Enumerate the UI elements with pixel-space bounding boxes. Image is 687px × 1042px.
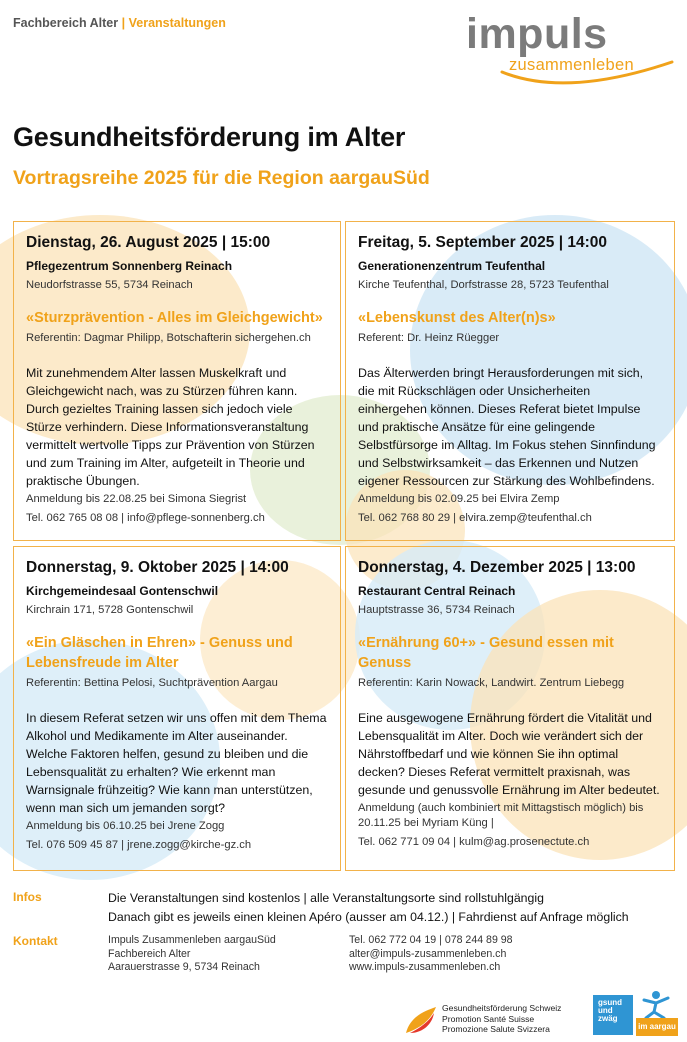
event-talk-title: «Ein Gläschen in Ehren» - Genuss und Lebensfreude im Alter (26, 635, 293, 671)
kontakt-label: Kontakt (13, 934, 58, 948)
event-contact: Tel. 076 509 45 87 | jrene.zogg@kirche-gz.ch (26, 839, 252, 851)
kontakt-street: Aarauerstrasse 9, 5734 Reinach (108, 961, 260, 973)
event-card-3 (13, 546, 341, 871)
event-venue: Kirchgemeindesaal Gontenschwil (26, 584, 219, 598)
infos-label: Infos (13, 890, 42, 904)
event-date: Donnerstag, 9. Oktober 2025 | 14:00 (26, 559, 289, 576)
infos-text (108, 889, 629, 927)
kontakt-org: Impuls Zusammenleben aargauSüd (108, 934, 276, 946)
logo-word-impuls: impuls (466, 10, 608, 58)
kontakt-phone: Tel. 062 772 04 19 | 078 244 89 98 (349, 934, 513, 946)
header-section: Veranstaltungen (128, 16, 226, 30)
person-jumping-icon (636, 990, 678, 1020)
gfs-line-2: Promotion Santé Suisse (442, 1013, 535, 1024)
event-contact: Tel. 062 771 09 04 | kulm@ag.prosenectute.ch (358, 836, 590, 848)
event-venue: Pflegezentrum Sonnenberg Reinach (26, 259, 233, 273)
header-department: Fachbereich Alter (13, 16, 119, 30)
event-speaker: Referentin: Karin Nowack, Landwirt. Zentrum Liebegg (358, 677, 625, 689)
gz-line-3: zwäg (598, 1014, 618, 1023)
event-description: Eine ausgewogene Ernährung fördert die Vitalität und Lebensqualität im Alter. Doch wie verändert sich der Nährstoffbedarf und wie können Sie ihn optimal decken? Dieses Referat vermittelt praxisnah, was gesunde und genussvolle Ernährung im Alter bedeutet. (358, 711, 660, 797)
kontakt-department: Fachbereich Alter (108, 947, 191, 960)
event-address: Neudorfstrasse 55, 5734 Reinach (26, 279, 193, 291)
event-card-1 (13, 221, 341, 541)
kontakt-web-link[interactable]: www.impuls-zusammenleben.ch (349, 961, 501, 973)
page-subtitle: Vortragsreihe 2025 für die Region aargauSüd (13, 167, 430, 189)
event-description: In diesem Referat setzen wir uns offen mit dem Thema Alkohol und Medikamente im Alter auseinander. Welche Faktoren helfen, gesund zu bleiben und die Lebensqualität zu erhalten? Wie erkennt man Warnsignale frühzeitig? Wie kann man unterstützen, wenn man sich um jemanden sorgt? (26, 711, 327, 815)
event-talk-title: «Sturzprävention - Alles im Gleichgewicht» (26, 310, 323, 326)
event-venue: Restaurant Central Reinach (358, 584, 516, 598)
gsund-und-zwaeg-logo (593, 995, 633, 1035)
gfs-logo-icon (404, 1003, 440, 1037)
header-breadcrumb (13, 16, 226, 30)
event-card-4 (345, 546, 675, 871)
gz-line-2: und (598, 1006, 613, 1015)
infos-line-1: Die Veranstaltungen sind kostenlos | alle Veranstaltungsorte sind rollstuhlgängig (108, 891, 544, 905)
event-address: Hauptstrasse 36, 5734 Reinach (358, 604, 515, 616)
page-title: Gesundheitsförderung im Alter (13, 122, 406, 152)
infos-line-2: Danach gibt es jeweils einen kleinen Apéro (ausser am 04.12.) | Fahrdienst auf Anfrage möglich (108, 910, 629, 924)
kontakt-address (108, 934, 276, 975)
event-description: Mit zunehmendem Alter lassen Muskelkraft und Gleichgewicht nach, was zu Stürzen führen kann. Durch gezieltes Training lassen sich jedoch viele Stürze verhindern. Diese Informationsveranstaltung vermittelt wertvolle Tipps zur Prävention von Stürzen und zum Training im Alter, aufgeteilt in Theorie und praktische Übungen. (26, 366, 315, 488)
gz-line-1: gsund (598, 998, 622, 1007)
event-registration: Anmeldung (auch kombiniert mit Mittagstisch möglich) bis 20.11.25 bei Myriam Küng | (358, 802, 644, 829)
event-contact: Tel. 062 765 08 08 | info@pflege-sonnenberg.ch (26, 512, 265, 524)
impuls-logo (466, 12, 678, 92)
event-registration: Anmeldung bis 02.09.25 bei Elvira Zemp (358, 493, 560, 505)
event-talk-title: «Lebenskunst des Alter(n)s» (358, 310, 556, 326)
event-description: Das Älterwerden bringt Herausforderungen mit sich, die mit Rückschlägen oder Unsicherheiten einhergehen können. Dieses Referat bietet Impulse und praktische Ansätze für eine gelingende Selbstfürsorge im Alltag. Im Fokus stehen Sinnfindung und Selbstwirksamkeit – das Erkennen und Nutzen eigener Ressourcen zur Stärkung des Wohlbefindens. (358, 366, 656, 488)
kontakt-details (349, 934, 513, 975)
kontakt-email-link[interactable]: alter@impuls-zusammenleben.ch (349, 947, 507, 960)
event-date: Dienstag, 26. August 2025 | 15:00 (26, 234, 271, 251)
event-card-2 (345, 221, 675, 541)
event-speaker: Referentin: Dagmar Philipp, Botschafterin sichergehen.ch (26, 332, 311, 344)
event-venue: Generationenzentrum Teufenthal (358, 259, 546, 273)
event-date: Freitag, 5. September 2025 | 14:00 (358, 234, 608, 251)
event-speaker: Referent: Dr. Heinz Rüegger (358, 332, 500, 344)
gfs-line-1: Gesundheitsförderung Schweiz (442, 1003, 562, 1013)
event-registration: Anmeldung bis 22.08.25 bei Simona Siegrist (26, 493, 247, 505)
im-aargau-label: im aargau (636, 1018, 678, 1036)
gfs-text (442, 1003, 561, 1035)
event-speaker: Referentin: Bettina Pelosi, Suchtprävention Aargau (26, 677, 278, 689)
event-address: Kirche Teufenthal, Dorfstrasse 28, 5723 Teufenthal (358, 279, 609, 291)
im-aargau-logo (636, 990, 678, 1036)
event-date: Donnerstag, 4. Dezember 2025 | 13:00 (358, 559, 636, 576)
event-contact: Tel. 062 768 80 29 | elvira.zemp@teufenthal.ch (358, 512, 592, 524)
logo-word-zusammenleben: zusammenleben (509, 56, 634, 74)
header-separator: | (121, 16, 126, 30)
event-talk-title: «Ernährung 60+» - Gesund essen mit Genuss (358, 635, 614, 671)
event-address: Kirchrain 171, 5728 Gontenschwil (26, 604, 194, 616)
gfs-line-3: Promozione Salute Svizzera (442, 1024, 550, 1034)
event-registration: Anmeldung bis 06.10.25 bei Jrene Zogg (26, 820, 225, 832)
